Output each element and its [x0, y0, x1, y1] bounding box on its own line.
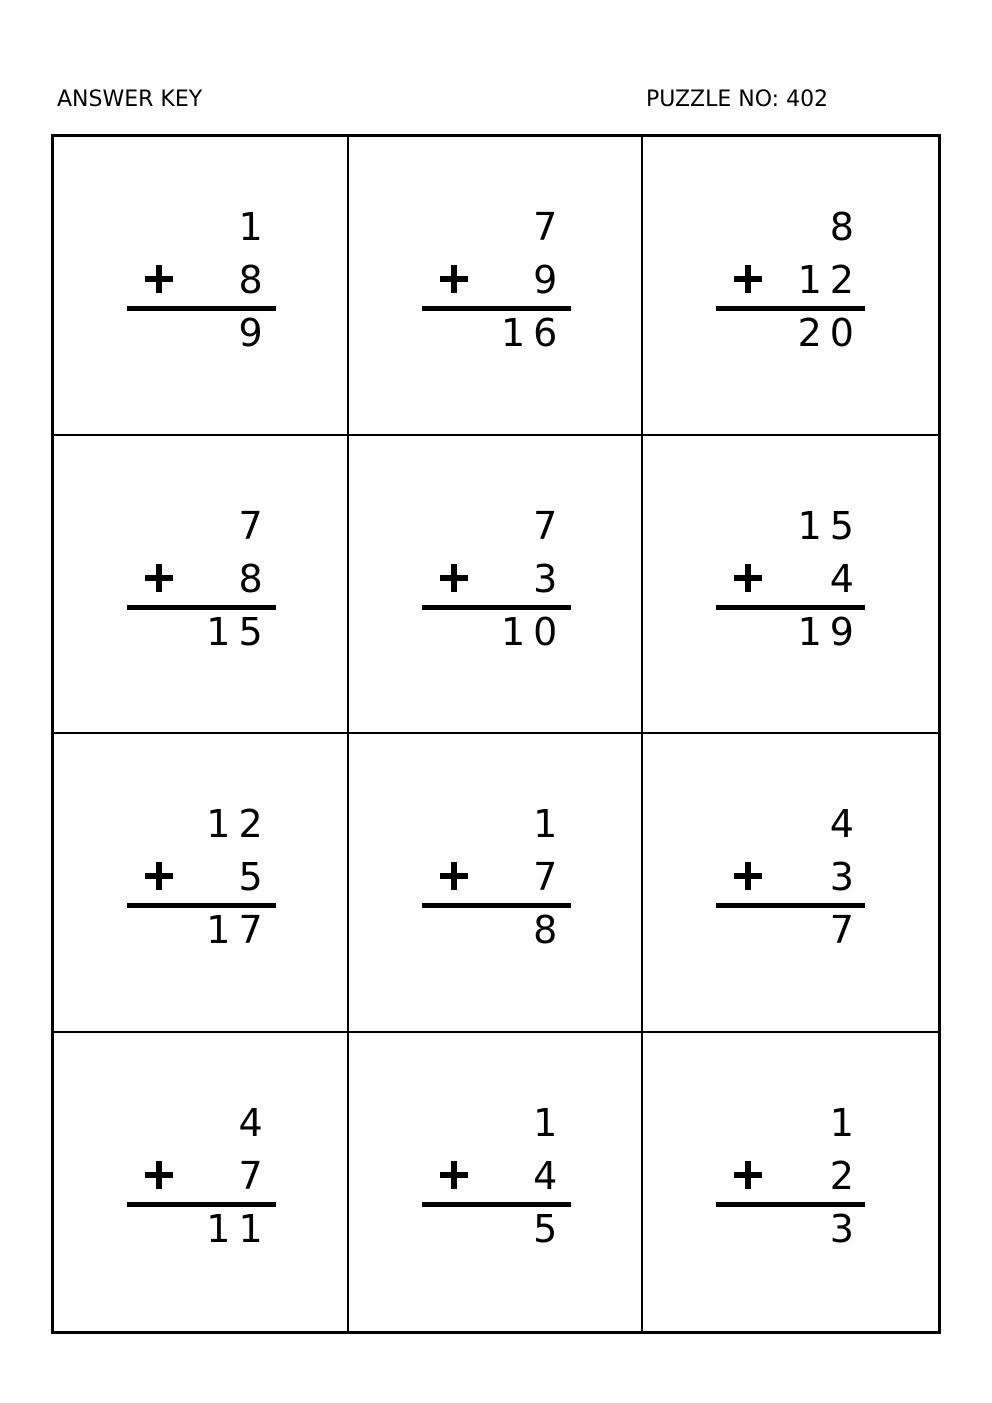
- answer-value: 3: [829, 1206, 862, 1251]
- problem-cell: [349, 1033, 644, 1332]
- bottom-addend: 2: [829, 1153, 862, 1198]
- answer-value: 20: [797, 311, 862, 355]
- plus-icon: [440, 1161, 468, 1189]
- answer-value: 19: [797, 609, 862, 654]
- bottom-addend: 8: [238, 556, 271, 601]
- bottom-addend: 3: [829, 855, 862, 899]
- plus-icon: [145, 564, 173, 592]
- plus-icon: [440, 564, 468, 592]
- answer-key-label: ANSWER KEY: [57, 87, 203, 112]
- puzzle-number-label: PUZZLE NO: 402: [646, 87, 829, 112]
- bottom-addend: 4: [829, 556, 862, 601]
- answer-value: 10: [500, 609, 566, 654]
- problem-cell: [349, 734, 644, 1033]
- top-addend: 8: [829, 205, 862, 249]
- problem-grid: [51, 134, 941, 1334]
- top-addend: 7: [238, 503, 271, 548]
- top-addend: 7: [533, 205, 566, 249]
- plus-icon: [734, 564, 762, 592]
- problem-cell: [54, 1033, 349, 1332]
- top-addend: 1: [533, 1100, 566, 1145]
- problem-cell: [643, 436, 938, 735]
- answer-value: 11: [206, 1206, 271, 1251]
- top-addend: 15: [797, 503, 862, 548]
- problem-cell: [54, 137, 349, 436]
- problem-cell: [643, 1033, 938, 1332]
- problem-cell: [349, 137, 644, 436]
- plus-icon: [734, 862, 762, 890]
- bottom-addend: 7: [238, 1153, 271, 1198]
- plus-icon: [145, 265, 173, 293]
- problem-cell: [643, 137, 938, 436]
- top-addend: 7: [533, 503, 566, 548]
- top-addend: 1: [238, 205, 271, 249]
- top-addend: 4: [238, 1100, 271, 1145]
- bottom-addend: 4: [533, 1153, 566, 1198]
- bottom-addend: 7: [533, 855, 566, 899]
- plus-icon: [734, 1161, 762, 1189]
- bottom-addend: 8: [238, 258, 271, 302]
- plus-icon: [440, 862, 468, 890]
- problem-cell: [54, 734, 349, 1033]
- bottom-addend: 12: [797, 258, 862, 302]
- answer-value: 9: [238, 311, 271, 355]
- top-addend: 1: [533, 802, 566, 846]
- answer-value: 7: [829, 908, 862, 952]
- problem-cell: [54, 436, 349, 735]
- plus-icon: [145, 862, 173, 890]
- plus-icon: [734, 265, 762, 293]
- top-addend: 1: [829, 1100, 862, 1145]
- answer-value: 15: [206, 609, 271, 654]
- answer-value: 8: [533, 908, 566, 952]
- answer-value: 5: [533, 1206, 566, 1251]
- bottom-addend: 3: [533, 556, 566, 601]
- answer-value: 17: [206, 908, 271, 952]
- answer-value: 16: [500, 311, 566, 355]
- top-addend: 12: [206, 802, 271, 846]
- top-addend: 4: [829, 802, 862, 846]
- bottom-addend: 5: [238, 855, 271, 899]
- plus-icon: [145, 1161, 173, 1189]
- problem-cell: [643, 734, 938, 1033]
- problem-cell: [349, 436, 644, 735]
- bottom-addend: 9: [533, 258, 566, 302]
- plus-icon: [440, 265, 468, 293]
